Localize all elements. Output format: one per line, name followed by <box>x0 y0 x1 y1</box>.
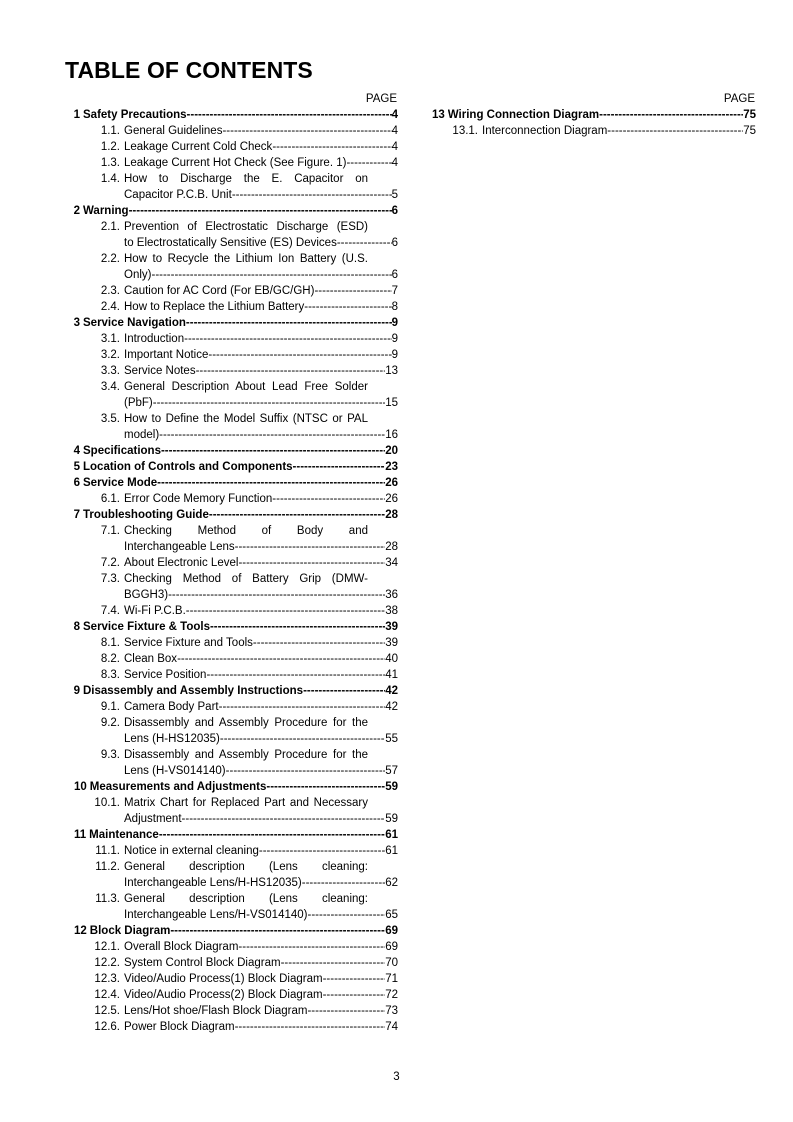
toc-entry-title: Location of Controls and Components <box>83 461 293 473</box>
toc-entry-page: 8 <box>391 301 398 313</box>
dot-leader <box>293 461 386 473</box>
toc-section-entry[interactable] <box>60 443 398 459</box>
dot-leader <box>220 733 385 745</box>
toc-entry-page: 61 <box>385 845 398 857</box>
dot-leader <box>337 237 392 249</box>
toc-entry-number: 7.4. <box>100 605 120 617</box>
toc-entry-page: 36 <box>385 589 398 601</box>
dot-leader <box>206 669 385 681</box>
toc-subsection-entry[interactable] <box>60 891 398 923</box>
toc-subsection-entry[interactable] <box>60 171 398 203</box>
toc-entry-title-line: General description (Lens cleaning: <box>124 893 368 905</box>
toc-entry-title: Service Mode <box>83 477 158 489</box>
dot-leader <box>159 429 385 441</box>
toc-entry-title-line: Prevention of Electrostatic Discharge (ESD) <box>124 221 368 233</box>
toc-subsection-entry[interactable] <box>60 715 398 747</box>
toc-entry-title: BGGH3) <box>124 589 169 601</box>
toc-entry-number: 2.2. <box>100 253 120 265</box>
toc-entry-title: Lens (H-VS014140) <box>124 765 226 777</box>
toc-entry-page: 9 <box>391 333 398 345</box>
toc-entry-title: About Electronic Level <box>124 557 239 569</box>
dot-leader <box>168 589 385 601</box>
dot-leader <box>599 109 743 121</box>
toc-entry-title: Interchangeable Lens <box>124 541 235 553</box>
toc-entry-number: 12.6. <box>94 1021 120 1033</box>
dot-leader <box>323 989 386 1001</box>
toc-entry-title: Camera Body Part <box>124 701 219 713</box>
toc-subsection-entry[interactable] <box>60 555 398 571</box>
dot-leader <box>308 909 386 921</box>
dot-leader <box>238 557 385 569</box>
dot-leader <box>151 269 391 281</box>
toc-entry-number: 3.4. <box>100 381 120 393</box>
toc-entry-title: Wiring Connection Diagram <box>447 109 600 121</box>
toc-entry-page: 26 <box>385 493 398 505</box>
toc-entry-title: Block Diagram <box>89 925 171 937</box>
toc-entry-title-line: Disassembly and Assembly Procedure for the <box>124 717 368 729</box>
toc-section-entry[interactable] <box>60 779 398 795</box>
dot-leader <box>226 765 386 777</box>
toc-subsection-entry[interactable] <box>60 603 398 619</box>
toc-entry-page: 4 <box>391 109 398 121</box>
toc-entry-page: 70 <box>385 957 398 969</box>
toc-entry-title: Error Code Memory Function <box>124 493 273 505</box>
toc-entry-page: 9 <box>391 349 398 361</box>
dot-leader <box>253 637 385 649</box>
toc-entry-number: 2.1. <box>100 221 120 233</box>
toc-section-entry[interactable] <box>60 507 398 523</box>
toc-subsection-entry[interactable] <box>60 971 398 987</box>
toc-entry-title: Measurements and Adjustments <box>89 781 267 793</box>
dot-leader <box>307 1005 385 1017</box>
toc-entry-number: 1.2. <box>100 141 120 153</box>
toc-subsection-entry[interactable] <box>60 363 398 379</box>
dot-leader <box>259 845 385 857</box>
toc-entry-page: 15 <box>385 397 398 409</box>
toc-entry-title: Caution for AC Cord (For EB/GC/GH) <box>124 285 315 297</box>
toc-subsection-entry[interactable] <box>60 843 398 859</box>
toc-subsection-entry[interactable] <box>60 331 398 347</box>
toc-entry-number: 8 <box>73 621 80 633</box>
toc-entry-number: 12.1. <box>94 941 120 953</box>
toc-subsection-entry[interactable] <box>60 139 398 155</box>
toc-subsection-entry[interactable] <box>60 155 398 171</box>
toc-entry-page: 69 <box>385 941 398 953</box>
dot-leader <box>235 541 386 553</box>
toc-entries-right <box>418 107 756 139</box>
toc-entry-number: 12.4. <box>94 989 120 1001</box>
toc-entry-number: 8.2. <box>100 653 120 665</box>
dot-leader <box>209 509 385 521</box>
toc-entry-title-line: How to Recycle the Lithium Ion Battery (U.S. <box>124 253 368 265</box>
toc-entry-number: 12.3. <box>94 973 120 985</box>
toc-entry-page: 6 <box>391 205 398 217</box>
toc-section-entry[interactable] <box>60 619 398 635</box>
toc-entry-number: 8.3. <box>100 669 120 681</box>
toc-subsection-entry[interactable] <box>60 283 398 299</box>
toc-entry-page: 57 <box>385 765 398 777</box>
dot-leader <box>177 653 385 665</box>
dot-leader <box>323 973 386 985</box>
toc-subsection-entry[interactable] <box>60 299 398 315</box>
toc-entry-title: Leakage Current Cold Check <box>124 141 273 153</box>
toc-subsection-entry[interactable] <box>60 523 398 555</box>
toc-entry-title: Notice in external cleaning <box>124 845 259 857</box>
toc-entry-number: 3 <box>73 317 80 329</box>
toc-entry-page: 4 <box>391 125 398 137</box>
toc-entry-number: 10 <box>74 781 87 793</box>
toc-subsection-entry[interactable] <box>60 123 398 139</box>
toc-entry-title: Lens/Hot shoe/Flash Block Diagram <box>124 1005 308 1017</box>
toc-entry-number: 1.1. <box>100 125 120 137</box>
toc-entry-page: 55 <box>385 733 398 745</box>
toc-entry-number: 2.4. <box>100 301 120 313</box>
toc-entry-number: 7.1. <box>100 525 120 537</box>
toc-entry-title-line: Disassembly and Assembly Procedure for the <box>124 749 368 761</box>
toc-entry-number: 3.5. <box>100 413 120 425</box>
toc-entry-title-line: How to Define the Model Suffix (NTSC or PAL <box>124 413 368 425</box>
toc-entry-page: 6 <box>391 269 398 281</box>
toc-entry-title: Service Position <box>124 669 207 681</box>
toc-entry-number: 2.3. <box>100 285 120 297</box>
toc-entry-number: 3.3. <box>100 365 120 377</box>
toc-entry-title: model) <box>124 429 160 441</box>
toc-section-entry[interactable] <box>60 203 398 219</box>
toc-entry-title: Service Navigation <box>83 317 186 329</box>
toc-subsection-entry[interactable] <box>60 747 398 779</box>
toc-entry-title: System Control Block Diagram <box>124 957 281 969</box>
dot-leader <box>129 205 392 217</box>
toc-entry-number: 4 <box>73 445 80 457</box>
toc-entry-page: 59 <box>385 781 398 793</box>
toc-entry-page: 9 <box>391 317 398 329</box>
toc-entry-title: Overall Block Diagram <box>124 941 239 953</box>
dot-leader <box>170 925 385 937</box>
toc-entry-number: 3.1. <box>100 333 120 345</box>
toc-entry-title: Specifications <box>83 445 161 457</box>
toc-entry-title: Service Notes <box>124 365 196 377</box>
toc-subsection-entry[interactable] <box>60 795 398 827</box>
toc-subsection-entry[interactable] <box>60 219 398 251</box>
toc-entries-left <box>60 107 398 1035</box>
toc-entry-page: 61 <box>385 829 398 841</box>
toc-entry-title-line: General Description About Lead Free Solder <box>124 381 368 393</box>
dot-leader <box>186 317 392 329</box>
page-column-header: PAGE <box>723 93 755 105</box>
toc-subsection-entry[interactable] <box>60 635 398 651</box>
dot-leader <box>281 957 386 969</box>
toc-entry-title: (PbF) <box>124 397 153 409</box>
toc-entry-number: 12.5. <box>94 1005 120 1017</box>
toc-subsection-entry[interactable] <box>60 651 398 667</box>
toc-entry-number: 10.1. <box>94 797 120 809</box>
toc-left-column <box>60 92 398 1035</box>
toc-section-entry[interactable] <box>60 107 398 123</box>
page-number: 3 <box>393 1071 400 1083</box>
toc-entry-title: How to Replace the Lithium Battery <box>124 301 305 313</box>
toc-entry-title: Maintenance <box>89 829 159 841</box>
toc-entry-title: Safety Precautions <box>83 109 187 121</box>
dot-leader <box>303 685 385 697</box>
dot-leader <box>196 365 386 377</box>
toc-subsection-entry[interactable] <box>60 379 398 411</box>
toc-entry-page: 59 <box>385 813 398 825</box>
toc-entry-page: 39 <box>385 637 398 649</box>
toc-entry-number: 2 <box>73 205 80 217</box>
toc-entry-title-line: General description (Lens cleaning: <box>124 861 368 873</box>
toc-entry-title: General Guidelines <box>124 125 223 137</box>
toc-entry-page: 62 <box>385 877 398 889</box>
toc-entry-number: 9 <box>73 685 80 697</box>
toc-entry-page: 20 <box>385 445 398 457</box>
toc-section-entry[interactable] <box>418 107 756 123</box>
toc-entry-number: 7 <box>73 509 80 521</box>
dot-leader <box>607 125 743 137</box>
toc-section-entry[interactable] <box>60 683 398 699</box>
toc-entry-number: 12 <box>74 925 87 937</box>
toc-entry-title: Video/Audio Process(2) Block Diagram <box>124 989 323 1001</box>
dot-leader <box>219 701 386 713</box>
toc-entry-title: Troubleshooting Guide <box>83 509 209 521</box>
dot-leader <box>159 829 385 841</box>
toc-entry-number: 11.2. <box>95 861 120 873</box>
toc-subsection-entry[interactable] <box>60 699 398 715</box>
dot-leader <box>304 301 391 313</box>
toc-entry-page: 72 <box>385 989 398 1001</box>
toc-entry-page: 41 <box>385 669 398 681</box>
toc-entry-title: Interchangeable Lens/H-VS014140) <box>124 909 308 921</box>
toc-entry-number: 5 <box>73 461 80 473</box>
dot-leader <box>238 941 385 953</box>
toc-entry-title-line: Matrix Chart for Replaced Part and Necessary <box>124 797 368 809</box>
toc-entry-page: 28 <box>385 509 398 521</box>
toc-entry-number: 6.1. <box>100 493 120 505</box>
toc-subsection-entry[interactable] <box>60 987 398 1003</box>
toc-entry-number: 7.3. <box>100 573 120 585</box>
toc-entry-title: Adjustment <box>124 813 182 825</box>
toc-subsection-entry[interactable] <box>418 123 756 139</box>
dot-leader <box>187 109 392 121</box>
dot-leader <box>182 813 386 825</box>
toc-entry-page: 7 <box>391 285 398 297</box>
toc-subsection-entry[interactable] <box>60 859 398 891</box>
toc-entry-number: 8.1. <box>100 637 120 649</box>
toc-entry-number: 9.1. <box>100 701 120 713</box>
toc-entry-title: Service Fixture & Tools <box>83 621 210 633</box>
toc-entry-number: 1 <box>73 109 80 121</box>
toc-entry-page: 38 <box>385 605 398 617</box>
dot-leader <box>208 349 391 361</box>
toc-entry-number: 6 <box>73 477 80 489</box>
toc-entry-number: 9.2. <box>100 717 120 729</box>
toc-entry-number: 1.4. <box>100 173 120 185</box>
toc-subsection-entry[interactable] <box>60 1019 398 1035</box>
toc-entry-page: 75 <box>743 109 756 121</box>
toc-entry-title: Clean Box <box>124 653 178 665</box>
toc-entry-title: Video/Audio Process(1) Block Diagram <box>124 973 323 985</box>
toc-entry-number: 7.2. <box>100 557 120 569</box>
toc-subsection-entry[interactable] <box>60 491 398 507</box>
toc-entry-page: 42 <box>385 685 398 697</box>
toc-entry-page: 42 <box>385 701 398 713</box>
toc-entry-number: 11 <box>74 829 87 841</box>
toc-entry-page: 65 <box>385 909 398 921</box>
toc-entry-number: 12.2. <box>94 957 120 969</box>
toc-entry-page: 69 <box>385 925 398 937</box>
toc-entry-page: 39 <box>385 621 398 633</box>
toc-entry-title: Important Notice <box>124 349 209 361</box>
toc-entry-number: 13.1. <box>452 125 478 137</box>
toc-entry-page: 34 <box>385 557 398 569</box>
toc-entry-page: 13 <box>385 365 398 377</box>
toc-entry-title: Service Fixture and Tools <box>124 637 253 649</box>
toc-entry-title-line: Checking Method of Battery Grip (DMW- <box>124 573 368 585</box>
toc-entry-page: 73 <box>385 1005 398 1017</box>
dot-leader <box>186 605 385 617</box>
page-column-header: PAGE <box>365 93 397 105</box>
toc-entry-title: Power Block Diagram <box>124 1021 235 1033</box>
toc-entry-title: Only) <box>124 269 152 281</box>
toc-subsection-entry[interactable] <box>60 347 398 363</box>
toc-subsection-entry[interactable] <box>60 667 398 683</box>
dot-leader <box>232 189 392 201</box>
toc-section-entry[interactable] <box>60 827 398 843</box>
dot-leader <box>161 445 385 457</box>
dot-leader <box>272 493 385 505</box>
dot-leader <box>153 397 385 409</box>
toc-entry-page: 40 <box>385 653 398 665</box>
toc-entry-number: 11.3. <box>95 893 120 905</box>
dot-leader <box>266 781 385 793</box>
toc-subsection-entry[interactable] <box>60 411 398 443</box>
dot-leader <box>184 333 391 345</box>
toc-subsection-entry[interactable] <box>60 955 398 971</box>
toc-section-entry[interactable] <box>60 315 398 331</box>
toc-entry-page: 28 <box>385 541 398 553</box>
dot-leader <box>346 157 391 169</box>
toc-entry-title-line: Checking Method of Body and <box>124 525 368 537</box>
dot-leader <box>210 621 385 633</box>
dot-leader <box>157 477 385 489</box>
dot-leader <box>302 877 385 889</box>
toc-entry-page: 5 <box>391 189 398 201</box>
toc-entry-page: 26 <box>385 477 398 489</box>
toc-entry-page: 23 <box>385 461 398 473</box>
dot-leader <box>222 125 391 137</box>
toc-subsection-entry[interactable] <box>60 939 398 955</box>
toc-entry-page: 16 <box>385 429 398 441</box>
toc-entry-title: Introduction <box>124 333 185 345</box>
toc-entry-page: 4 <box>391 157 398 169</box>
toc-entry-title: Interconnection Diagram <box>482 125 608 137</box>
toc-entry-title-line: How to Discharge the E. Capacitor on <box>124 173 368 185</box>
toc-entry-title: Wi-Fi P.C.B. <box>124 605 186 617</box>
toc-section-entry[interactable] <box>60 923 398 939</box>
toc-entry-title: Leakage Current Hot Check (See Figure. 1) <box>124 157 347 169</box>
toc-entry-title: Disassembly and Assembly Instructions <box>83 685 304 697</box>
toc-entry-page: 71 <box>385 973 398 985</box>
dot-leader <box>272 141 391 153</box>
dot-leader <box>235 1021 386 1033</box>
toc-entry-title: Capacitor P.C.B. Unit <box>124 189 232 201</box>
toc-entry-title: to Electrostatically Sensitive (ES) Devices <box>124 237 337 249</box>
toc-section-entry[interactable] <box>60 459 398 475</box>
toc-entry-page: 75 <box>743 125 756 137</box>
toc-subsection-entry[interactable] <box>60 571 398 603</box>
toc-right-column <box>418 92 756 139</box>
toc-entry-page: 6 <box>391 237 398 249</box>
toc-entry-title: Warning <box>83 205 129 217</box>
toc-section-entry[interactable] <box>60 475 398 491</box>
toc-subsection-entry[interactable] <box>60 251 398 283</box>
toc-entry-page: 74 <box>385 1021 398 1033</box>
toc-entry-title: Interchangeable Lens/H-HS12035) <box>124 877 302 889</box>
toc-entry-number: 11.1. <box>95 845 120 857</box>
toc-entry-number: 13 <box>432 109 445 121</box>
toc-entry-number: 3.2. <box>100 349 120 361</box>
toc-entry-title: Lens (H-HS12035) <box>124 733 220 745</box>
toc-entry-page: 4 <box>391 141 398 153</box>
dot-leader <box>314 285 391 297</box>
toc-entry-number: 9.3. <box>100 749 120 761</box>
toc-subsection-entry[interactable] <box>60 1003 398 1019</box>
page-title: TABLE OF CONTENTS <box>65 57 313 83</box>
toc-entry-number: 1.3. <box>100 157 120 169</box>
